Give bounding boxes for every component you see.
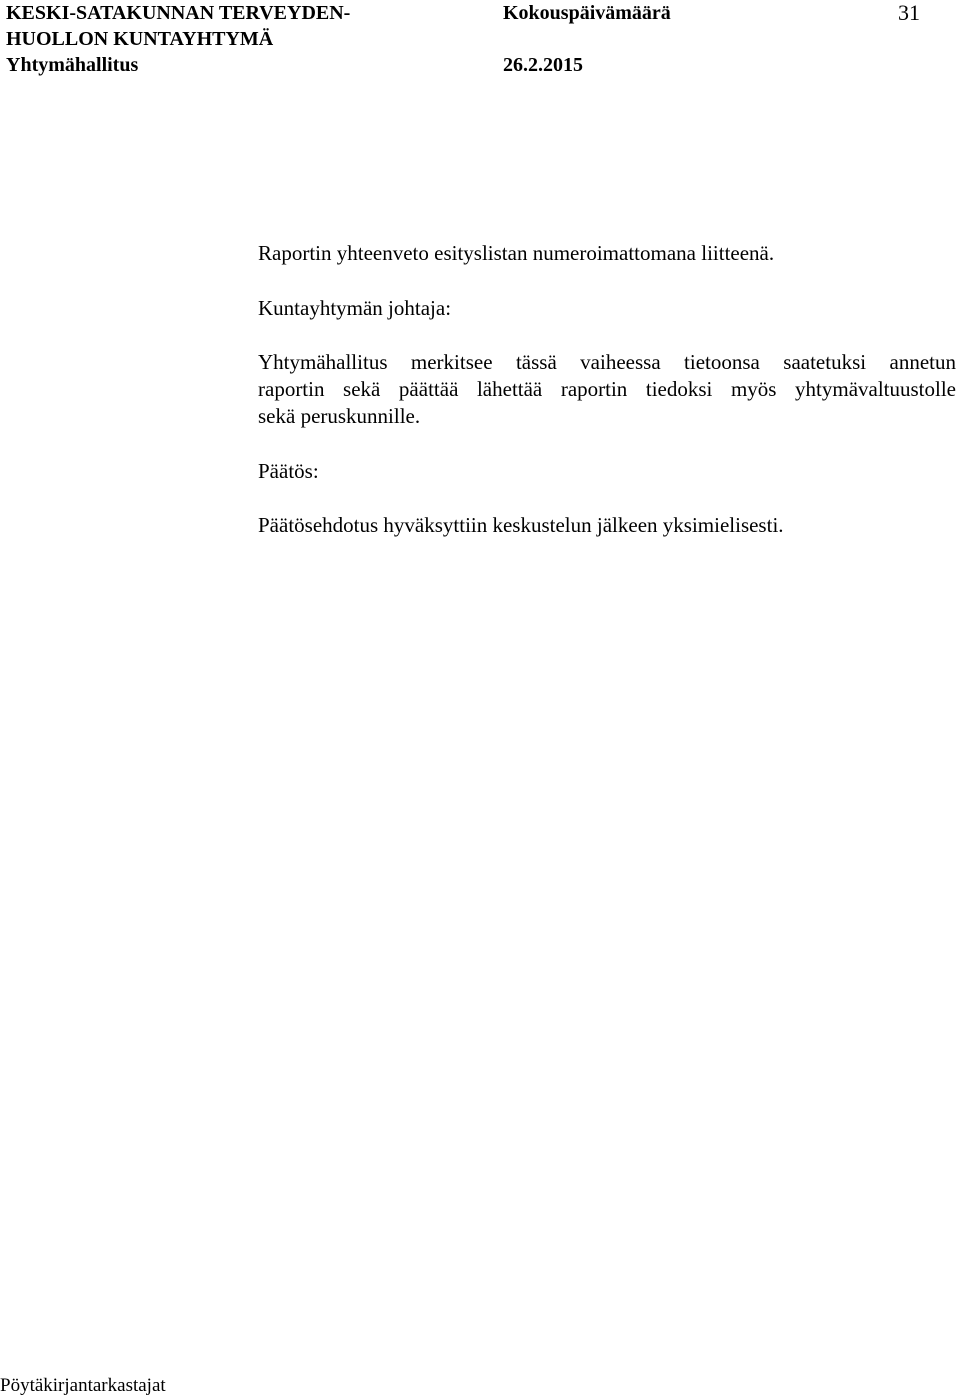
- proposal-line: sekä peruskunnille.: [258, 404, 421, 428]
- decision-paragraph: Päätösehdotus hyväksyttiin keskustelun jälkeen yksimielisesti.: [258, 513, 784, 537]
- governing-body: Yhtymähallitus: [6, 54, 139, 76]
- decision-heading: Päätös:: [258, 459, 319, 483]
- meeting-date: 26.2.2015: [503, 54, 583, 76]
- director-proposal-paragraph: [258, 349, 956, 430]
- organization-name-line1: KESKI-SATAKUNNAN TERVEYDEN-: [6, 2, 351, 24]
- meeting-date-label: Kokouspäivämäärä: [503, 2, 671, 24]
- proposal-line: Yhtymähallitus merkitsee tässä vaiheessa tietoonsa saatetuksi annetun: [258, 350, 956, 374]
- minutes-examiners-label: Pöytäkirjantarkastajat: [0, 1375, 166, 1396]
- page-number: 31: [898, 0, 920, 25]
- organization-name-line2: HUOLLON KUNTAYHTYMÄ: [6, 28, 274, 50]
- director-heading: Kuntayhtymän johtaja:: [258, 296, 452, 320]
- intro-paragraph: Raportin yhteenveto esityslistan numeroimattomana liitteenä.: [258, 241, 775, 265]
- proposal-line: raportin sekä päättää lähettää raportin tiedoksi myös yhtymävaltuustolle: [258, 377, 956, 401]
